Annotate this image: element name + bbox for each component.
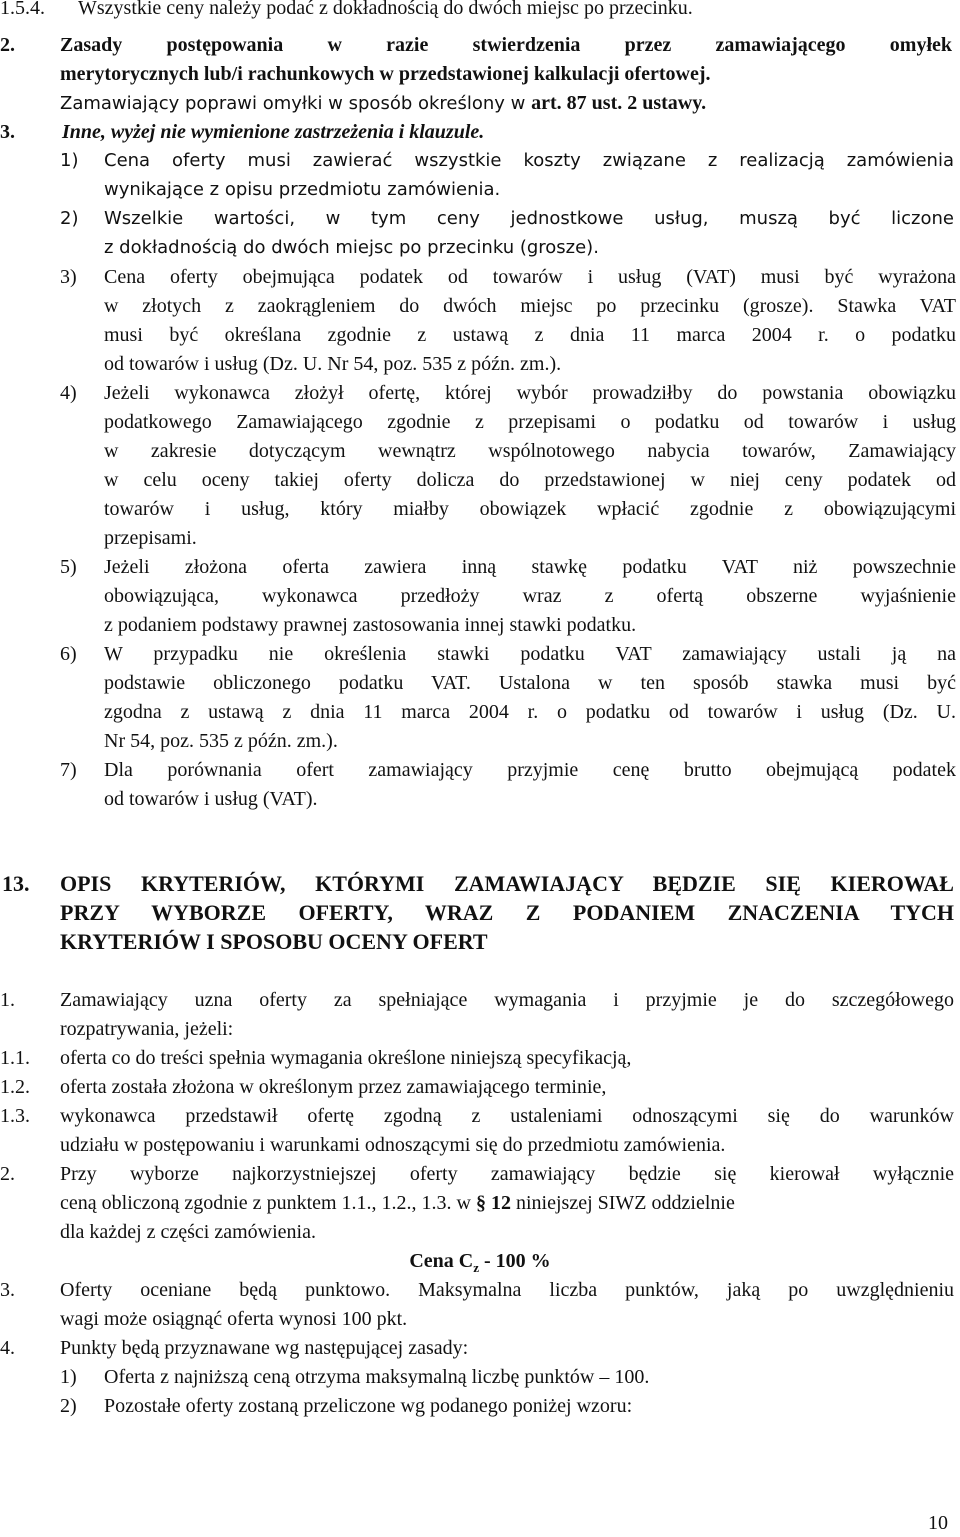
list-item-number: 2) bbox=[60, 208, 79, 229]
paragraph-line: wagi może osiągnąć oferta wynosi 100 pkt. bbox=[60, 1308, 408, 1330]
paragraph-line: podstawie obliczonego podatku VAT. Ustalona w ten sposób stawka musi być bbox=[104, 672, 956, 694]
paragraph-line bbox=[60, 1191, 735, 1215]
section-heading-line: merytorycznych lub/i rachunkowych w przedstawionej kalkulacji ofertowej. bbox=[60, 63, 711, 85]
paragraph-line: Nr 54, poz. 535 z późn. zm.). bbox=[104, 730, 338, 752]
paragraph-line: w zakresie dotyczącym wewnątrz wspólnotowego nabycia towarów, Zamawiający bbox=[104, 440, 956, 462]
paragraph-line: Jeżeli wykonawca złożył ofertę, której wybór prowadziłby do powstania obowiązku bbox=[104, 382, 956, 404]
list-item-number: 2) bbox=[60, 1395, 77, 1417]
paragraph-line: z podaniem podstawy prawnej zastosowania innej stawki podatku. bbox=[104, 614, 637, 636]
paragraph-line: Wszystkie ceny należy podać z dokładnością do dwóch miejsc po przecinku. bbox=[78, 0, 693, 19]
criterion-subscript: z bbox=[473, 1260, 479, 1275]
paragraph-line: przepisami. bbox=[104, 527, 197, 549]
item-number: 1.3. bbox=[0, 1105, 30, 1127]
paragraph-line: Oferty oceniane będą punktowo. Maksymalna liczba punktów, jaką po uwzględnieniu bbox=[60, 1279, 954, 1301]
section-heading-line: KRYTERIÓW I SPOSOBU OCENY OFERT bbox=[60, 929, 488, 954]
section-number: 13. bbox=[2, 871, 30, 896]
paragraph-line: wykonawca przedstawił ofertę zgodną z ustaleniami odnoszącymi się do warunków bbox=[60, 1105, 954, 1127]
paragraph-line: Dla porównania ofert zamawiający przyjmie cenę brutto obejmującą podatek bbox=[104, 759, 956, 781]
paragraph-line: w celu oceny takiej oferty dolicza do przedstawionej w niej ceny podatek od bbox=[104, 469, 956, 491]
section-heading-line: OPIS KRYTERIÓW, KTÓRYMI ZAMAWIAJĄCY BĘDZIE SIĘ KIEROWAŁ bbox=[60, 871, 954, 896]
paragraph-line: wynikające z opisu przedmiotu zamówienia. bbox=[104, 179, 501, 200]
section-heading: Inne, wyżej nie wymienione zastrzeżenia i klauzule. bbox=[62, 121, 485, 143]
paragraph-line: Cena oferty obejmująca podatek od towarów i usług (VAT) musi być wyrażona bbox=[104, 266, 956, 288]
list-item-number: 6) bbox=[60, 643, 77, 665]
paragraph-line: Jeżeli złożona oferta zawiera inną stawkę podatku VAT niż powszechnie bbox=[104, 556, 956, 578]
paragraph-line: oferta co do treści spełnia wymagania określone niniejszą specyfikacją, bbox=[60, 1047, 632, 1069]
list-item-number: 7) bbox=[60, 759, 77, 781]
law-reference: art. 87 ust. 2 ustawy. bbox=[531, 92, 707, 114]
paragraph-line: musi być określana zgodnie z ustawą z dnia 11 marca 2004 r. o podatku bbox=[104, 324, 956, 346]
paragraph-line: Zamawiający uzna oferty za spełniające wymagania i przyjmie je do szczegółowego bbox=[60, 989, 954, 1011]
paragraph-line: W przypadku nie określenia stawki podatku VAT zamawiający ustali ją na bbox=[104, 643, 956, 665]
paragraph-line: oferta została złożona w określonym przez zamawiającego terminie, bbox=[60, 1076, 607, 1098]
item-number: 3. bbox=[0, 1279, 15, 1301]
section-number: 3. bbox=[0, 121, 15, 143]
paragraph-line: Punkty będą przyznawane wg następującej zasady: bbox=[60, 1337, 469, 1359]
paragraph-line: w złotych z zaokrągleniem do dwóch miejsc po przecinku (grosze). Stawka VAT bbox=[104, 295, 956, 317]
list-item-number: 1) bbox=[60, 150, 79, 171]
paragraph-line: od towarów i usług (Dz. U. Nr 54, poz. 535 z późn. zm.). bbox=[104, 353, 562, 375]
list-item-number: 1) bbox=[60, 1366, 77, 1388]
item-number: 4. bbox=[0, 1337, 15, 1359]
list-item-number: 3) bbox=[60, 266, 77, 288]
paragraph-line: od towarów i usług (VAT). bbox=[104, 788, 318, 810]
item-number: 1.2. bbox=[0, 1076, 30, 1098]
paragraph-line: towarów i usług, który miałby obowiązek wpłacić zgodnie z obowiązującymi bbox=[104, 498, 956, 520]
paragraph-line: podatkowego Zamawiającego zgodnie z przepisami o podatku od towarów i usług bbox=[104, 411, 956, 433]
section-heading-line: PRZY WYBORZE OFERTY, WRAZ Z PODANIEM ZNACZENIA TYCH bbox=[60, 900, 954, 925]
paragraph-line: udziału w postępowaniu i warunkami odnoszącymi się do przedmiotu zamówienia. bbox=[60, 1134, 726, 1156]
item-number: 1.1. bbox=[0, 1047, 30, 1069]
criterion-label: Cena C bbox=[409, 1250, 474, 1272]
criterion-weight: - 100 % bbox=[479, 1250, 551, 1272]
body-text: ceną obliczoną zgodnie z punktem 1.1., 1.2., 1.3. w bbox=[60, 1192, 476, 1214]
item-number: 2. bbox=[0, 1163, 15, 1185]
paragraph-line: z dokładnością do dwóch miejsc po przecinku (grosze). bbox=[104, 237, 599, 258]
list-item-number: 5) bbox=[60, 556, 77, 578]
body-text: Zamawiający poprawi omyłki w sposób określony w bbox=[60, 93, 532, 114]
list-item-number: 4) bbox=[60, 382, 77, 404]
paragraph-line bbox=[60, 91, 706, 115]
section-number: 2. bbox=[0, 34, 15, 56]
item-number: 1. bbox=[0, 989, 15, 1011]
item-number: 1.5.4. bbox=[0, 0, 45, 19]
paragraph-line: obowiązująca, wykonawca przedłoży wraz z ofertą obszerne wyjaśnienie bbox=[104, 585, 956, 607]
price-criterion bbox=[0, 1249, 960, 1280]
paragraph-line: zgodna z ustawą z dnia 11 marca 2004 r. o podatku od towarów i usług (Dz. U. bbox=[104, 701, 956, 723]
paragraph-line: Pozostałe oferty zostaną przeliczone wg podanego poniżej wzoru: bbox=[104, 1395, 633, 1417]
paragraph-line: Cena oferty musi zawierać wszystkie koszty związane z realizacją zamówienia bbox=[104, 150, 954, 171]
paragraph-line: Przy wyborze najkorzystniejszej oferty zamawiający będzie się kierował wyłącznie bbox=[60, 1163, 954, 1185]
paragraph-line: Oferta z najniższą ceną otrzyma maksymalną liczbę punktów – 100. bbox=[104, 1366, 650, 1388]
paragraph-line: dla każdej z części zamówienia. bbox=[60, 1221, 316, 1243]
paragraph-line: Wszelkie wartości, w tym ceny jednostkowe usług, muszą być liczone bbox=[104, 208, 954, 229]
paragraph-line: rozpatrywania, jeżeli: bbox=[60, 1018, 234, 1040]
page-number: 10 bbox=[928, 1512, 948, 1534]
section-heading-line: Zasady postępowania w razie stwierdzenia przez zamawiającego omyłek bbox=[60, 34, 952, 56]
section-reference: § 12 bbox=[476, 1192, 511, 1214]
body-text: niniejszej SIWZ oddzielnie bbox=[511, 1192, 735, 1214]
